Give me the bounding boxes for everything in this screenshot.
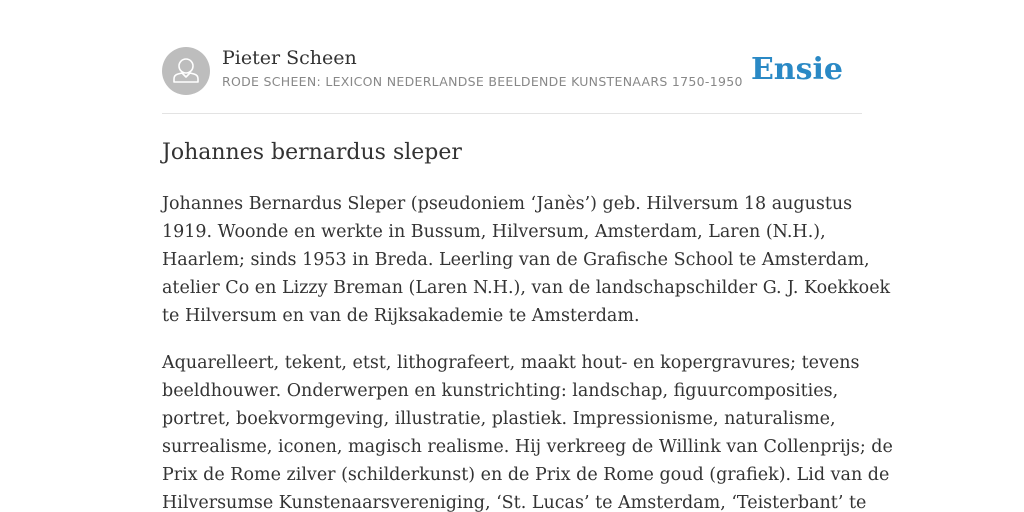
paragraph-line: beeldhouwer. Onderwerpen en kunstrichting: landschap, figuurcomposities, bbox=[162, 381, 839, 401]
ensie-logo[interactable]: Ensie bbox=[750, 52, 843, 87]
paragraph-line: Aquarelleert, tekent, etst, lithografeert, maakt hout- en kopergravures; tevens bbox=[162, 353, 860, 373]
article-header bbox=[162, 46, 862, 114]
paragraph-line: Hilversumse Kunstenaarsvereniging, ‘St. Lucas’ te Amsterdam, ‘Teisterbant’ te bbox=[162, 493, 867, 512]
user-icon bbox=[162, 47, 210, 95]
author-name[interactable]: Pieter Scheen bbox=[222, 47, 357, 69]
article-title: Johannes bernardus sleper bbox=[162, 140, 462, 165]
paragraph-line: surrealisme, iconen, magisch realisme. Hij verkreeg de Willink van Collenprijs; de bbox=[162, 437, 893, 457]
paragraph-line: atelier Co en Lizzy Breman (Laren N.H.), van de landschapschilder G. J. Koekkoek bbox=[162, 278, 891, 298]
paragraph-line: Prix de Rome zilver (schilderkunst) en de Prix de Rome goud (grafiek). Lid van de bbox=[162, 465, 890, 485]
paragraph-line: te Hilversum en van de Rijksakademie te Amsterdam. bbox=[162, 306, 640, 326]
paragraph-line: 1919. Woonde en werkte in Bussum, Hilversum, Amsterdam, Laren (N.H.), bbox=[162, 222, 826, 242]
author-avatar bbox=[162, 47, 210, 95]
source-title[interactable]: RODE SCHEEN: LEXICON NEDERLANDSE BEELDENDE KUNSTENAARS 1750-1950 bbox=[222, 74, 743, 89]
paragraph bbox=[162, 349, 893, 512]
paragraph-line: Haarlem; sinds 1953 in Breda. Leerling van de Grafische School te Amsterdam, bbox=[162, 250, 870, 270]
article-body bbox=[162, 190, 893, 512]
paragraph-line: Johannes Bernardus Sleper (pseudoniem ‘Janès’) geb. Hilversum 18 augustus bbox=[162, 194, 853, 214]
paragraph bbox=[162, 190, 891, 330]
paragraph-line: portret, boekvormgeving, illustratie, plastiek. Impressionisme, naturalisme, bbox=[162, 409, 836, 429]
